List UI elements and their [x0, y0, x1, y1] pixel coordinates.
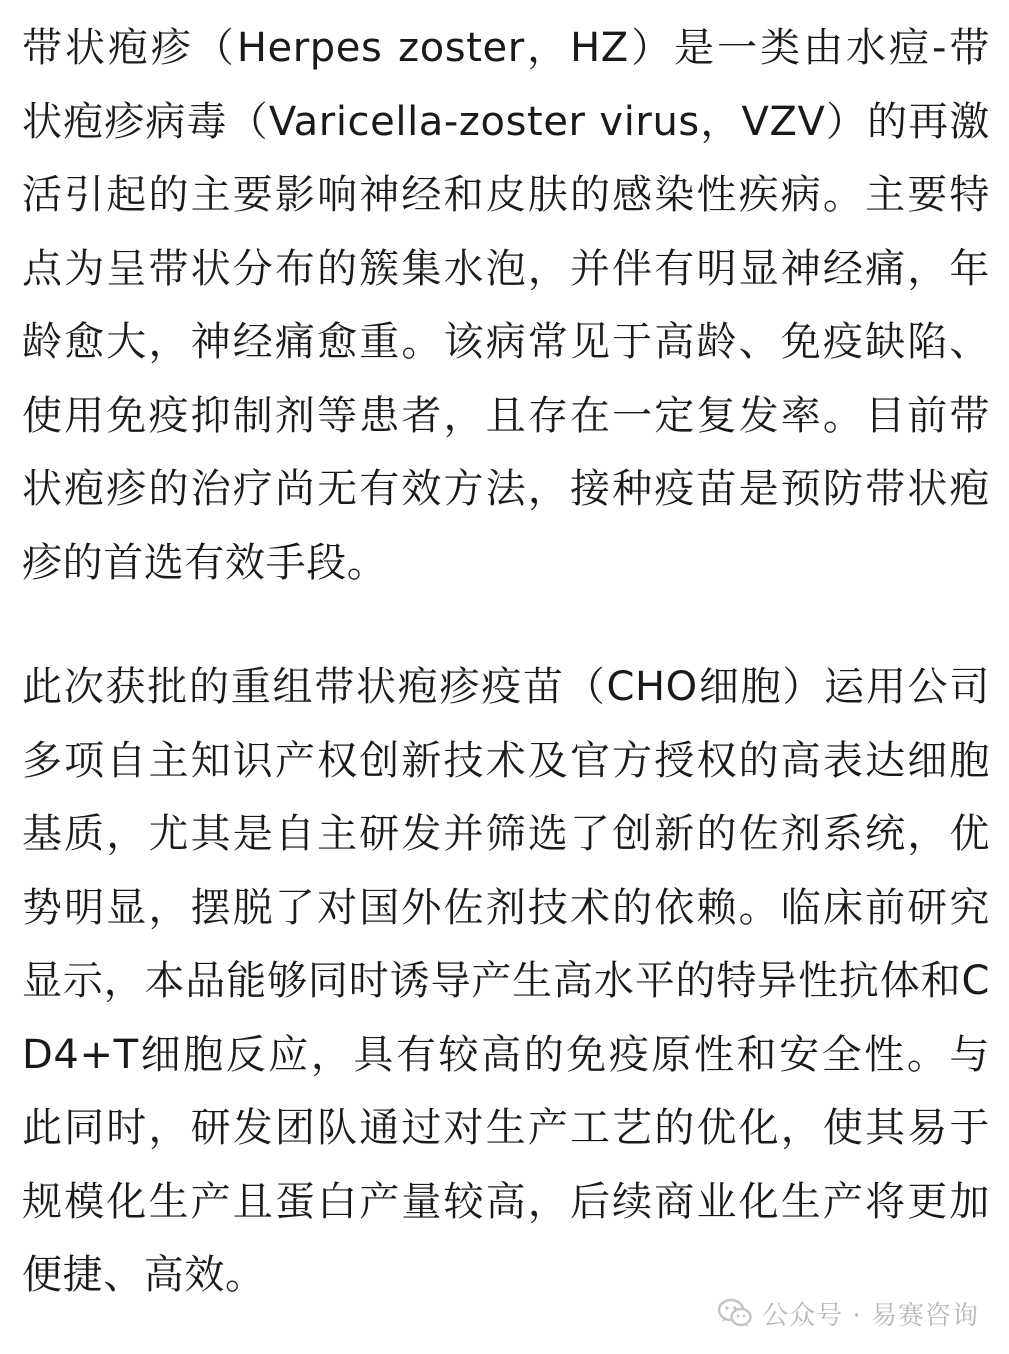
watermark-text: 公众号 · 易赛咨询 [762, 1300, 979, 1331]
wechat-icon [718, 1298, 752, 1328]
account-watermark [718, 1293, 979, 1333]
article-paragraph-1: 带状疱疹（Herpes zoster，HZ）是一类由水痘-带状疱疹病毒（Varicella-zoster virus，VZV）的再激活引起的主要影响神经和皮肤的感染性疾病。主要特点为呈带状分布的簇集水泡，并伴有明显神经痛，年龄愈大，神经痛愈重。该病常见于高龄、免疫缺陷、使用免疫抑制剂等患者，且存在一定复发率。目前带状疱疹的治疗尚无有效方法，接种疫苗是预防带状疱疹的首选有效手段。 [22, 25, 990, 586]
article-body [22, 12, 990, 1313]
article-paragraph-2: 此次获批的重组带状疱疹疫苗（CHO细胞）运用公司多项自主知识产权创新技术及官方授权的高表达细胞基质，尤其是自主研发并筛选了创新的佐剂系统，优势明显，摆脱了对国外佐剂技术的依赖。临床前研究显示，本品能够同时诱导产生高水平的特异性抗体和CD4+T细胞反应，具有较高的免疫原性和安全性。与此同时，研发团队通过对生产工艺的优化，使其易于规模化生产且蛋白产量较高，后续商业化生产将更加便捷、高效。 [22, 664, 990, 1298]
